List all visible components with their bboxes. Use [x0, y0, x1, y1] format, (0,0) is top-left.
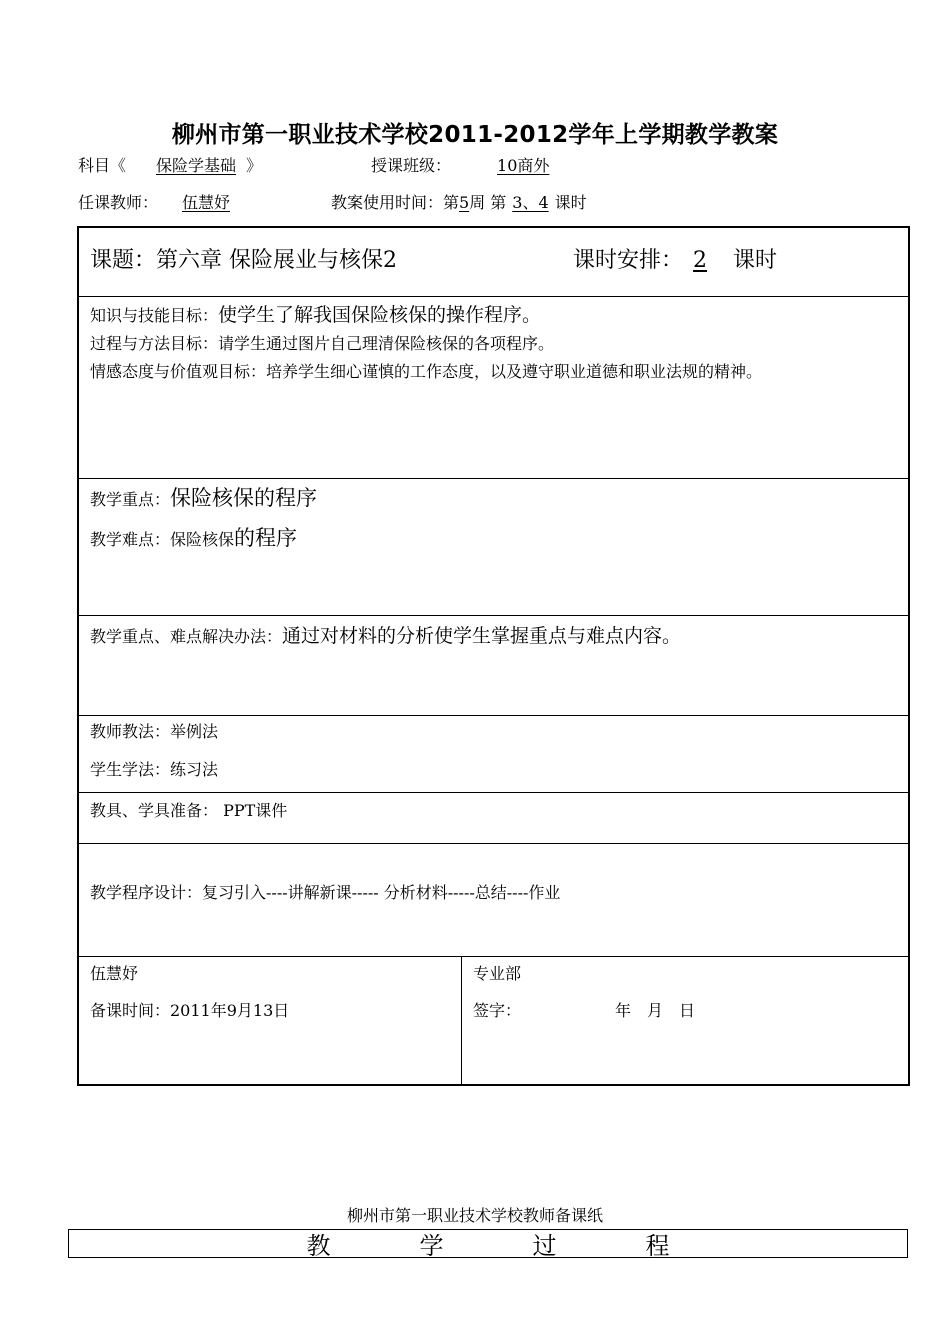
teacher-line	[78, 190, 244, 213]
key-point	[90, 482, 317, 512]
divider	[79, 715, 908, 716]
hours-label: 课时安排：	[573, 248, 684, 273]
class-value: 10商外	[497, 156, 550, 175]
week-value: 5	[459, 193, 470, 212]
topic-label: 课题：第六章 保险展业与核保2	[90, 248, 397, 273]
hours-line	[573, 243, 777, 274]
heading-char: 过	[532, 1232, 557, 1260]
document-title: 柳州市第一职业技术学校2011-2012学年上学期教学教案	[171, 122, 779, 148]
solution-value: 通过对材料的分析使学生掌握重点与难点内容。	[282, 625, 682, 647]
teacher-value: 伍慧妤	[182, 193, 231, 212]
hours-value: 2	[693, 248, 708, 273]
week-suffix: 周 第	[469, 193, 507, 212]
knowledge-label: 知识与技能目标：	[90, 306, 219, 325]
emotion-objective: 情感态度与价值观目标：培养学生细心谨慎的工作态度，以及遵守职业道德和职业法规的精神。	[90, 362, 763, 381]
time-line	[331, 190, 587, 213]
solution-line	[90, 621, 681, 648]
teaching-process-heading	[68, 1229, 908, 1258]
divider	[79, 956, 908, 957]
subject-line	[78, 153, 262, 176]
subject-suffix: 》	[246, 156, 263, 175]
knowledge-value: 使学生了解我国保险核保的操作程序。	[218, 304, 542, 326]
heading-char: 学	[419, 1232, 444, 1260]
heading-char: 程	[645, 1232, 670, 1260]
solution-label: 教学重点、难点解决办法：	[90, 627, 283, 646]
divider	[461, 957, 462, 1084]
time-label: 教案使用时间：第	[331, 193, 460, 212]
divider	[79, 296, 908, 297]
heading-char: 教	[306, 1232, 331, 1260]
difficult-value-b: 的程序	[234, 526, 298, 550]
sign-label: 签字：	[473, 1001, 522, 1020]
procedure-line: 教学程序设计：复习引入----讲解新课----- 分析材料-----总结----作业	[90, 883, 561, 902]
key-label: 教学重点：	[90, 490, 171, 509]
divider	[79, 792, 908, 793]
prep-time: 备课时间：2011年9月13日	[90, 1001, 290, 1020]
tools-line: 教具、学具准备： PPT课件	[90, 801, 288, 820]
divider	[79, 843, 908, 844]
lesson-plan-table	[77, 226, 910, 1086]
teacher-method: 教师教法：举例法	[90, 722, 219, 741]
signoff-name: 伍慧妤	[90, 964, 139, 983]
divider	[79, 478, 908, 479]
date-label: 年 月 日	[615, 1001, 696, 1020]
department-label: 专业部	[473, 964, 522, 983]
knowledge-objective	[90, 300, 541, 327]
teacher-label: 任课教师：	[78, 193, 159, 212]
key-value: 保险核保的程序	[170, 486, 318, 510]
subject-value: 保险学基础	[156, 156, 237, 175]
period-value: 3、4	[512, 193, 549, 212]
student-method: 学生学法：练习法	[90, 760, 219, 779]
class-label: 授课班级：	[371, 156, 452, 175]
footer-header: 柳州市第一职业技术学校教师备课纸	[346, 1206, 603, 1225]
hours-suffix: 课时	[733, 248, 778, 273]
difficult-value-a: 保险核保	[170, 530, 235, 549]
difficult-point	[90, 522, 297, 552]
difficult-label: 教学难点：	[90, 530, 171, 549]
class-line	[371, 153, 597, 176]
subject-prefix: 科目《	[78, 156, 127, 175]
divider	[79, 615, 908, 616]
process-objective: 过程与方法目标：请学生通过图片自己理清保险核保的各项程序。	[90, 334, 555, 353]
period-suffix: 课时	[554, 193, 587, 212]
